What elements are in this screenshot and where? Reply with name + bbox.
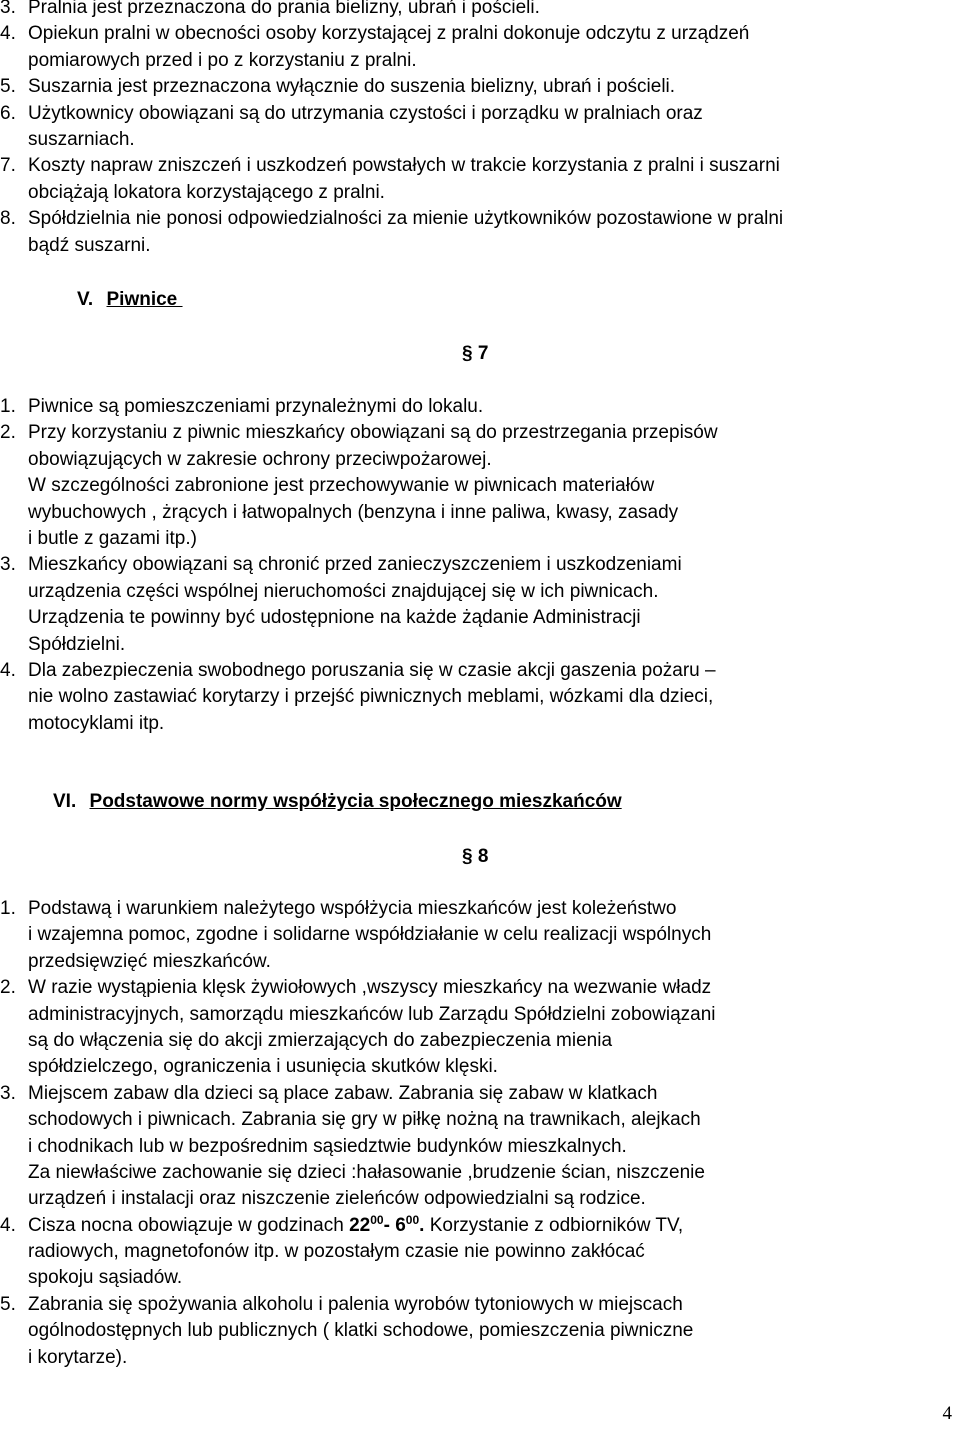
- paragraph-marker: § 8: [462, 846, 489, 867]
- section-numeral: V.: [77, 289, 94, 310]
- paragraph-marker: § 7: [462, 343, 489, 364]
- list-item: 8. Spółdzielnia nie ponosi odpowiedzialności za mienie użytkowników pozostawione w pralni: [0, 208, 784, 230]
- list-item: 2. W razie wystąpienia klęsk żywiołowych ,wszyscy mieszkańcy na wezwanie władz: [0, 977, 712, 999]
- section-heading-vi: [53, 791, 622, 813]
- list-item: 5. Suszarnia jest przeznaczona wyłącznie do suszenia bielizny, ubrań i pościeli.: [0, 76, 676, 98]
- section-vi-list: 1. Podstawą i warunkiem należytego współżycia mieszkańców jest koleżeństwo i wzajemna pomoc, zgodne i solidarne współdziałanie w celu realizacji wspólnych przedsięwzięć mieszkańców. 2. W razie wystąpienia klęsk żywiołowych ,wszyscy mieszkańcy na wezwanie władz administracyjnych, samorządu mieszkańców lub Zarządu Spółdzielni zobowiązani są do włączenia się do akcji zmierzających do zabezpieczenia mienia spółdzielczego, ograniczenia i usunięcia skutków klęski. 3. Miejscem zabaw dla dzieci są place zabaw. Zabrania się zabaw w klatkach schodowych i piwnicach. Zabrania się gry w piłkę nożną na trawnikach, alejkach i chodnikach lub w bezpośrednim sąsiedztwie budynków mieszkalnych. Za niewłaściwe zachowanie się dzieci :hałasowanie ,brudzenie ścian, niszczenie urządzeń i instalacji oraz niszczenie zieleńców odpowiedzialni są rodzice. 4. Cisza nocna obowiązuje w godzinach $22^{00}-$ $6^{00}$. Korzystanie z odbiorników TV, radiowych, magnetofonów itp. w pozostałym czasie nie powinno zakłócać spokoju sąsiadów. 5. Zabrania się spożywania alkoholu i palenia wyrobów tytoniowych w miejscach ogólnodostępnych lub publicznych ( klatki schodowe, pomieszczenia piwniczne i korytarze).: [0, 898, 716, 1368]
- list-item: 3. Pralnia jest przeznaczona do prania bielizny, ubrań i pościeli.: [0, 0, 540, 18]
- intro-list: 3. Pralnia jest przeznaczona do prania bielizny, ubrań i pościeli. 4. Opiekun pralni w obecności osoby korzystającej z pralni dokonuje odczytu z urządzeń pomiarowych przed i po z korzystaniu z pralni. 5. Suszarnia jest przeznaczona wyłącznie do suszenia bielizny, ubrań i pościeli. 6. Użytkownicy obowiązani są do utrzymania czystości i porządku w pralniach oraz suszarniach. 7. Koszty napraw zniszczeń i uszkodzeń powstałych w trakcie korzystania z pralni i suszarni obciążają lokatora korzystającego z pralni. 8. Spółdzielnia nie ponosi odpowiedzialności za mienie użytkowników pozostawione w pralni bądź suszarni.: [0, 0, 783, 259]
- section-heading-v: [77, 289, 183, 311]
- list-item: 3. Miejscem zabaw dla dzieci są place zabaw. Zabrania się zabaw w klatkach: [0, 1082, 658, 1104]
- list-item: 1. Piwnice są pomieszczeniami przynależnymi do lokalu.: [0, 396, 484, 417]
- list-item: 5. Zabrania się spożywania alkoholu i palenia wyrobów tytoniowych w miejscach: [0, 1293, 683, 1315]
- list-item: 4. Cisza nocna obowiązuje w godzinach $22^{00}-$ $6^{00}$. Korzystanie z odbiorników TV,: [0, 1212, 684, 1236]
- list-item: 6. Użytkownicy obowiązani są do utrzymania czystości i porządku w pralniach oraz: [0, 102, 703, 124]
- list-item: 7. Koszty napraw zniszczeń i uszkodzeń powstałych w trakcie korzystania z pralni i suszarni: [0, 155, 780, 177]
- section-title: Piwnice: [106, 289, 183, 310]
- section-title: Podstawowe normy współżycia społecznego mieszkańców: [89, 791, 622, 812]
- quiet-hours-start: $22^{00}-$ $6^{00}$.: [349, 1212, 425, 1236]
- section-v-list: 1. Piwnice są pomieszczeniami przynależnymi do lokalu. 2. Przy korzystaniu z piwnic mieszkańcy obowiązani są do przestrzegania przepisów obowiązujących w zakresie ochrony przeciwpożarowej. W szczególności zabronione jest przechowywanie w piwnicach materiałów wybuchowych , żrących i łatwopalnych (benzyna i inne paliwa, kwasy, zasady i butle z gazami itp.) 3. Mieszkańcy obowiązani są chronić przed zanieczyszczeniem i uszkodzeniami urządzenia części wspólnej nieruchomości znajdującej się w ich piwnicach. Urządzenia te powinny być udostępnione na każde żądanie Administracji Spółdzielni. 4. Dla zabezpieczenia swobodnego poruszania się w czasie akcji gaszenia pożaru – nie wolno zastawiać korytarzy i przejść piwnicznych meblami, wózkami dla dzieci, motocyklami itp.: [0, 396, 718, 734]
- list-item: 4. Dla zabezpieczenia swobodnego poruszania się w czasie akcji gaszenia pożaru –: [0, 659, 716, 681]
- list-item: 4. Opiekun pralni w obecności osoby korzystającej z pralni dokonuje odczytu z urządzeń: [0, 23, 750, 45]
- section-numeral: VI.: [53, 791, 77, 812]
- list-item: 2. Przy korzystaniu z piwnic mieszkańcy obowiązani są do przestrzegania przepisów: [0, 422, 718, 444]
- list-item: 3. Mieszkańcy obowiązani są chronić przed zanieczyszczeniem i uszkodzeniami: [0, 554, 682, 576]
- list-item: 1. Podstawą i warunkiem należytego współżycia mieszkańców jest koleżeństwo: [0, 898, 677, 919]
- page-number: 4: [942, 1403, 952, 1424]
